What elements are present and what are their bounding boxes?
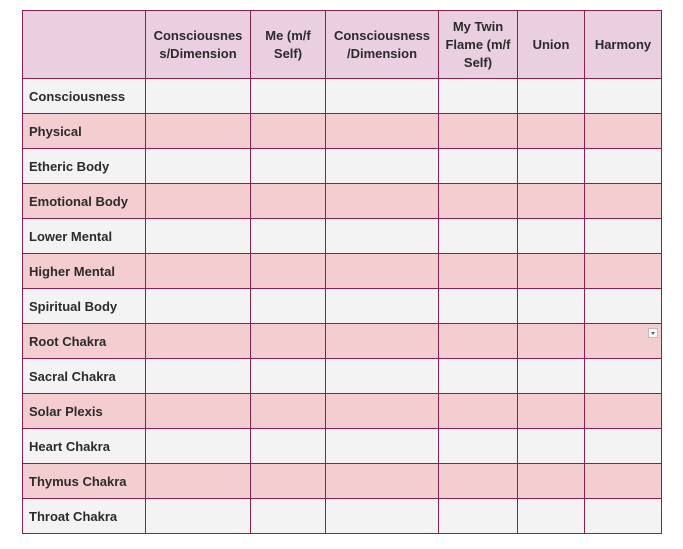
table-row: [23, 429, 662, 464]
row-label: Higher Mental: [23, 254, 146, 289]
table-cell[interactable]: [251, 219, 326, 254]
table-cell[interactable]: [251, 114, 326, 149]
table-cell[interactable]: [518, 359, 585, 394]
table-cell[interactable]: [251, 149, 326, 184]
table-cell[interactable]: [439, 149, 518, 184]
table-cell[interactable]: [251, 429, 326, 464]
table-cell[interactable]: [518, 289, 585, 324]
table-cell[interactable]: [146, 149, 251, 184]
row-label: Lower Mental: [23, 219, 146, 254]
row-label: Physical: [23, 114, 146, 149]
table-cell[interactable]: [326, 429, 439, 464]
table-cell[interactable]: [251, 499, 326, 534]
table-cell[interactable]: [146, 114, 251, 149]
table-cell-dropdown[interactable]: [585, 324, 662, 359]
table-cell[interactable]: [439, 219, 518, 254]
table-cell[interactable]: [146, 464, 251, 499]
row-label: Spiritual Body: [23, 289, 146, 324]
table-cell[interactable]: [146, 79, 251, 114]
row-label: Etheric Body: [23, 149, 146, 184]
header-twin-flame: My Twin Flame (m/f Self): [439, 11, 518, 79]
table-cell[interactable]: [326, 184, 439, 219]
table-cell[interactable]: [251, 254, 326, 289]
table-cell[interactable]: [518, 114, 585, 149]
table-cell[interactable]: [251, 289, 326, 324]
table-cell[interactable]: [585, 359, 662, 394]
table-row: [23, 394, 662, 429]
table-row: [23, 499, 662, 534]
table-cell[interactable]: [326, 79, 439, 114]
table-cell[interactable]: [146, 254, 251, 289]
table-cell[interactable]: [439, 429, 518, 464]
table-cell[interactable]: [326, 219, 439, 254]
table-cell[interactable]: [518, 254, 585, 289]
table-cell[interactable]: [326, 254, 439, 289]
table-cell[interactable]: [518, 394, 585, 429]
table-cell[interactable]: [146, 219, 251, 254]
table-cell[interactable]: [518, 324, 585, 359]
table-cell[interactable]: [585, 429, 662, 464]
table-cell[interactable]: [585, 149, 662, 184]
table-cell[interactable]: [518, 184, 585, 219]
row-label: Solar Plexis: [23, 394, 146, 429]
table-cell[interactable]: [326, 359, 439, 394]
row-label: Emotional Body: [23, 184, 146, 219]
table-row: [23, 184, 662, 219]
table-cell[interactable]: [439, 79, 518, 114]
table-cell[interactable]: [518, 464, 585, 499]
table-cell[interactable]: [251, 79, 326, 114]
table-cell[interactable]: [585, 254, 662, 289]
table-cell[interactable]: [326, 114, 439, 149]
table-cell[interactable]: [326, 324, 439, 359]
table-row: [23, 254, 662, 289]
table-cell[interactable]: [251, 394, 326, 429]
table-row: [23, 114, 662, 149]
header-consciousness-dimension-2: Consciousness /Dimension: [326, 11, 439, 79]
table-cell[interactable]: [251, 464, 326, 499]
table-cell[interactable]: [585, 114, 662, 149]
table-cell[interactable]: [146, 394, 251, 429]
dimension-table: [22, 10, 662, 534]
table-cell[interactable]: [326, 464, 439, 499]
table-cell[interactable]: [251, 359, 326, 394]
row-label: Thymus Chakra: [23, 464, 146, 499]
row-label: Heart Chakra: [23, 429, 146, 464]
table-cell[interactable]: [585, 464, 662, 499]
table-cell[interactable]: [439, 359, 518, 394]
table-cell[interactable]: [439, 394, 518, 429]
table-row: [23, 464, 662, 499]
table-container: [22, 10, 662, 534]
table-cell[interactable]: [146, 289, 251, 324]
table-cell[interactable]: [146, 324, 251, 359]
table-cell[interactable]: [585, 79, 662, 114]
table-row: [23, 324, 662, 359]
table-cell[interactable]: [439, 114, 518, 149]
table-cell[interactable]: [146, 359, 251, 394]
table-cell[interactable]: [146, 429, 251, 464]
table-cell[interactable]: [585, 394, 662, 429]
table-cell[interactable]: [518, 499, 585, 534]
row-label: Root Chakra: [23, 324, 146, 359]
table-row: [23, 149, 662, 184]
row-label: Throat Chakra: [23, 499, 146, 534]
header-harmony: Harmony: [585, 11, 662, 79]
table-cell[interactable]: [251, 184, 326, 219]
row-label: Sacral Chakra: [23, 359, 146, 394]
table-cell[interactable]: [146, 184, 251, 219]
table-cell[interactable]: [326, 499, 439, 534]
table-row: [23, 79, 662, 114]
table-cell[interactable]: [439, 254, 518, 289]
table-row: [23, 359, 662, 394]
table-cell[interactable]: [585, 289, 662, 324]
table-row: [23, 219, 662, 254]
table-cell[interactable]: [439, 184, 518, 219]
table-cell[interactable]: [326, 289, 439, 324]
header-corner: [23, 11, 146, 79]
table-cell[interactable]: [585, 499, 662, 534]
table-cell[interactable]: [439, 324, 518, 359]
table-cell[interactable]: [326, 149, 439, 184]
table-cell[interactable]: [518, 429, 585, 464]
chevron-down-icon[interactable]: [648, 328, 658, 338]
table-cell[interactable]: [585, 219, 662, 254]
table-cell[interactable]: [326, 394, 439, 429]
table-cell[interactable]: [518, 219, 585, 254]
table-cell[interactable]: [439, 289, 518, 324]
table-cell[interactable]: [251, 324, 326, 359]
table-cell[interactable]: [146, 499, 251, 534]
table-cell[interactable]: [518, 149, 585, 184]
table-row: [23, 289, 662, 324]
table-cell[interactable]: [585, 184, 662, 219]
table-cell[interactable]: [518, 79, 585, 114]
header-me: Me (m/f Self): [251, 11, 326, 79]
header-union: Union: [518, 11, 585, 79]
table-cell[interactable]: [439, 499, 518, 534]
row-label: Consciousness: [23, 79, 146, 114]
header-row: [23, 11, 662, 79]
header-consciousness-dimension: Consciousnes s/Dimension: [146, 11, 251, 79]
table-cell[interactable]: [439, 464, 518, 499]
